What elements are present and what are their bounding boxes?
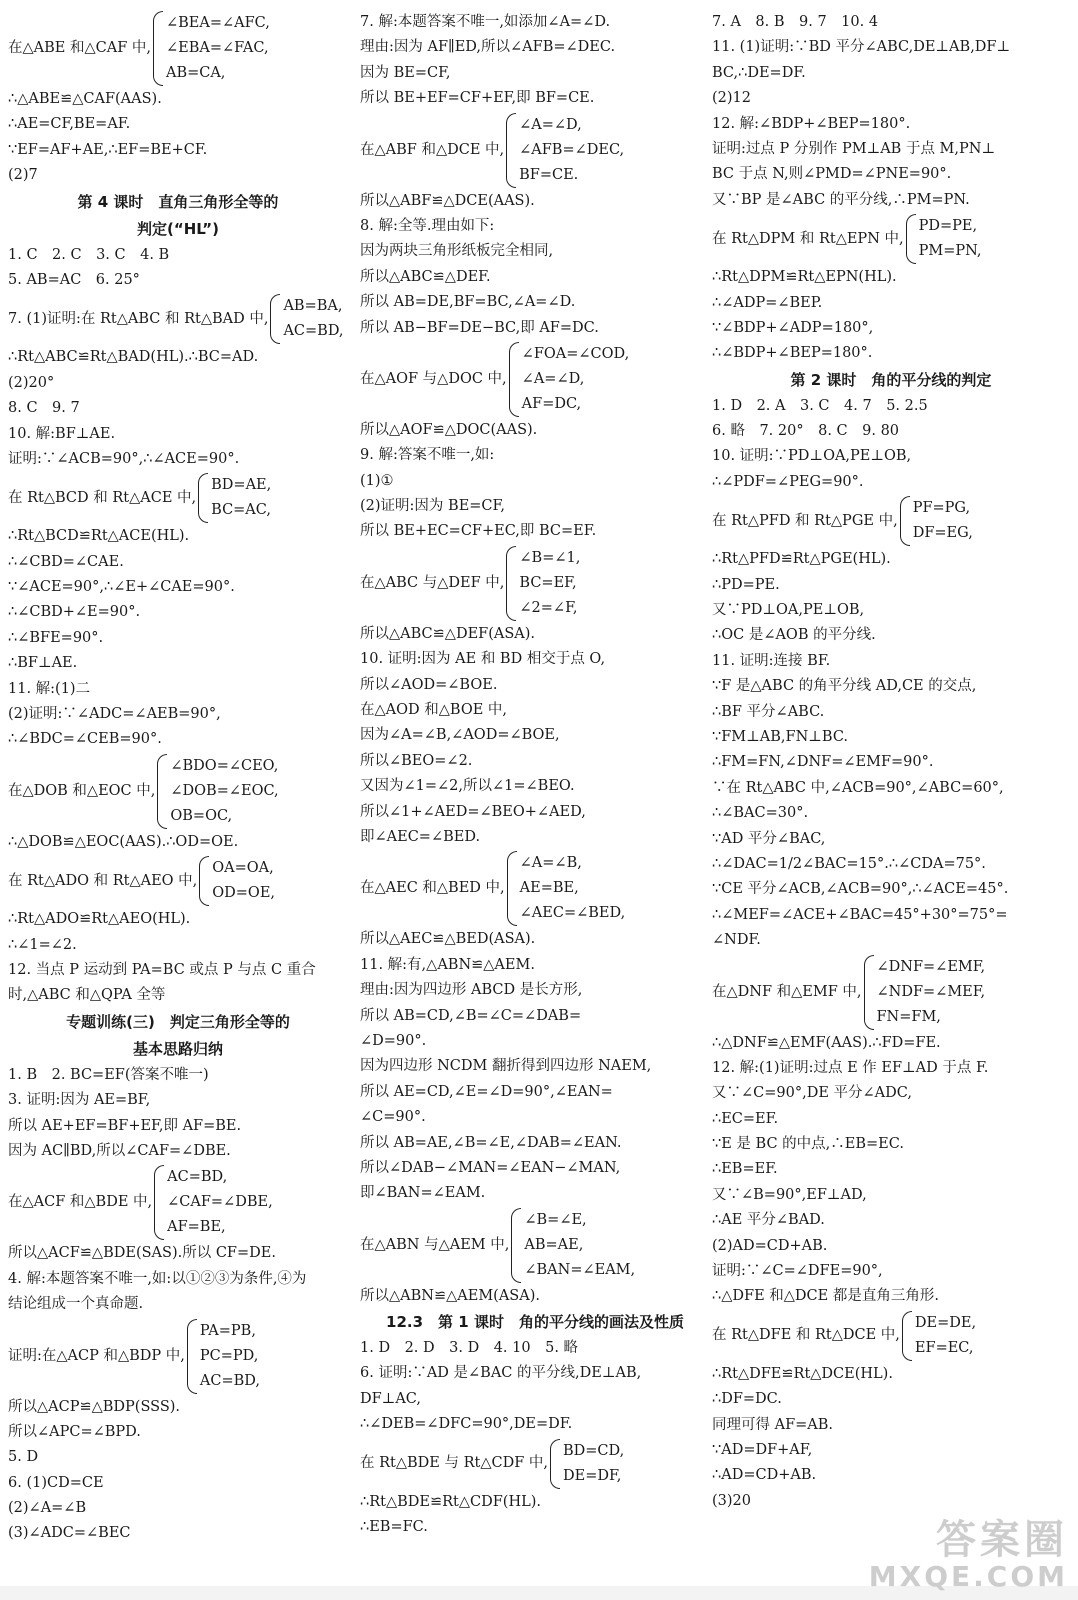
condition-item: DE=DF, <box>562 1467 622 1484</box>
left-brace <box>153 11 163 86</box>
condition-list <box>519 546 580 621</box>
answer-line: 因为∠A=∠B,∠AOD=∠BOE, <box>360 727 560 744</box>
condition-item: BD=AE, <box>211 477 272 494</box>
answer-line: 6. 证明:∵AD 是∠BAC 的平分线,DE⊥AB, <box>360 1365 642 1382</box>
answer-line: 所以△ABF≌△DCE(AAS). <box>360 192 535 209</box>
answer-line: 又∵PD⊥OA,PE⊥OB, <box>712 602 865 619</box>
condition-item: AF=DC, <box>521 395 582 412</box>
condition-list <box>170 754 278 829</box>
section-heading: 12.3 第 1 课时 角的平分线的画法及性质 <box>386 1313 684 1332</box>
condition-item: ∠B=∠1, <box>519 549 581 566</box>
answer-line: (1)① <box>360 472 394 489</box>
answer-line: 11. 解:有,△ABN≌△AEM. <box>360 956 535 973</box>
answer-line: 11. (1)证明:∵BD 平分∠ABC,DE⊥AB,DF⊥ <box>712 39 1011 56</box>
condition-system <box>8 1165 348 1240</box>
condition-lead-text: 在△ABC 与△DEF 中, <box>360 574 505 591</box>
answer-line: 1. C 2. C 3. C 4. B <box>8 246 170 263</box>
answer-line: 12. 解:∠BDP+∠BEP=180°. <box>712 115 911 132</box>
answer-line: ∴△DOB≌△EOC(AAS).∴OD=OE. <box>8 833 239 850</box>
condition-item: FN=FM, <box>876 1008 941 1025</box>
condition-system <box>360 851 710 926</box>
answer-line: ∵AD 平分∠BAC, <box>712 830 826 847</box>
answer-line: 1. D 2. A 3. C 4. 7 5. 2.5 <box>712 397 928 414</box>
left-brace <box>902 1311 912 1361</box>
condition-list <box>877 955 986 1030</box>
answer-line: ∴Rt△DFE≌Rt△DCE(HL). <box>712 1365 893 1382</box>
answer-line: (2)7 <box>8 167 38 184</box>
section-heading: 基本思路归纳 <box>132 1039 223 1058</box>
left-brace <box>550 1439 560 1489</box>
answer-line: ∴∠BDP+∠BEP=180°. <box>712 345 873 362</box>
watermark-line2: MXQE.COM <box>868 1560 1068 1593</box>
left-brace <box>864 955 874 1030</box>
answer-line: BC,∴DE=DF. <box>712 64 806 81</box>
left-brace <box>157 754 167 829</box>
condition-item: ∠DOB=∠EOC, <box>170 782 279 799</box>
left-brace <box>154 1165 164 1240</box>
condition-system <box>8 1319 348 1394</box>
answer-line: ∴Rt△PFD≌Rt△PGE(HL). <box>712 551 891 568</box>
answer-line: 所以∠APC=∠BPD. <box>8 1423 141 1440</box>
answer-line: 11. 解:(1)二 <box>8 680 91 697</box>
answer-column-2 <box>360 10 710 1540</box>
condition-item: DF=EG, <box>912 525 973 542</box>
left-brace <box>506 113 516 188</box>
condition-item: OA=OA, <box>212 860 274 877</box>
answer-line: ∵CE 平分∠ACB,∠ACB=90°,∴∠ACE=45°. <box>712 881 1009 898</box>
answer-line: (2)AD=CD+AB. <box>712 1237 828 1254</box>
condition-list <box>913 496 973 546</box>
answer-line: 1. B 2. BC=EF(答案不唯一) <box>8 1066 209 1083</box>
condition-list <box>519 113 624 188</box>
left-brace <box>906 214 916 264</box>
answer-line: 9. 解:答案不唯一,如: <box>360 447 495 464</box>
answer-line: 6. (1)CD=CE <box>8 1474 104 1491</box>
answer-line: 5. D <box>8 1449 39 1466</box>
condition-system <box>8 856 348 906</box>
condition-lead-text: 在 Rt△DPM 和 Rt△EPN 中, <box>712 230 904 247</box>
answer-line: ∵∠ACE=90°,∴∠E+∠CAE=90°. <box>8 579 235 596</box>
condition-lead-text: 在 Rt△PFD 和 Rt△PGE 中, <box>712 512 898 529</box>
condition-item: AB=BA, <box>283 298 343 315</box>
answer-line: ∴△ABE≌△CAF(AAS). <box>8 91 162 107</box>
answer-line: 所以△ACF≌△BDE(SAS).所以 CF=DE. <box>8 1245 276 1262</box>
answer-line: (2)∠A=∠B <box>8 1500 87 1517</box>
section-heading: 第 4 课时 直角三角形全等的 <box>77 192 279 211</box>
answer-line: ∴∠CBD+∠E=90°. <box>8 604 141 621</box>
condition-item: ∠2=∠F, <box>519 599 578 616</box>
answer-line: 理由:因为 AF∥ED,所以∠AFB=∠DEC. <box>360 39 616 56</box>
condition-item: ∠CAF=∠DBE, <box>167 1194 273 1211</box>
answer-line: 11. 证明:连接 BF. <box>712 652 831 669</box>
answer-line: 证明:∵∠ACB=90°,∴∠ACE=90°. <box>8 450 240 467</box>
condition-item: DE=DE, <box>914 1314 977 1331</box>
left-brace <box>506 546 516 621</box>
answer-line: ∴BF⊥AE. <box>8 655 78 672</box>
watermark-line1: 答案圈 <box>936 1517 1068 1563</box>
watermark-logo <box>869 1518 1068 1592</box>
answer-line: ∴AE 平分∠BAD. <box>712 1212 825 1229</box>
condition-item: PD=PE, <box>918 218 978 235</box>
answer-line: 所以∠DAB−∠MAN=∠EAN−∠MAN, <box>360 1159 621 1176</box>
answer-line: 因为两块三角形纸板完全相同, <box>360 243 554 260</box>
condition-item: ∠A=∠D, <box>519 116 582 133</box>
answer-line: ∴Rt△BCD≌Rt△ACE(HL). <box>8 528 190 545</box>
condition-list <box>919 214 982 264</box>
answer-line: 7. A 8. B 9. 7 10. 4 <box>712 14 879 30</box>
answer-line: 所以△ABC≌△DEF. <box>360 268 491 285</box>
condition-system <box>360 113 710 188</box>
answer-line: 所以∠AOD=∠BOE. <box>360 676 498 693</box>
answer-line: ∴AE=CF,BE=AF. <box>8 116 131 133</box>
answer-line: (2)12 <box>712 90 751 107</box>
condition-item: OB=OC, <box>170 807 233 824</box>
condition-item: ∠BEA=∠AFC, <box>165 15 270 31</box>
answer-line: 证明:过点 P 分别作 PM⊥AB 于点 M,PN⊥ <box>712 140 996 157</box>
answer-line: DF⊥AC, <box>360 1390 421 1407</box>
condition-item: AF=BE, <box>167 1219 226 1236</box>
condition-item: ∠DNF=∠EMF, <box>876 958 986 975</box>
answer-line: ∴BF 平分∠ABC. <box>712 703 825 720</box>
answer-line: 5. AB=AC 6. 25° <box>8 271 140 288</box>
condition-lead-text: 在 Rt△ADO 和 Rt△AEO 中, <box>8 872 198 889</box>
condition-item: PA=PB, <box>199 1322 256 1339</box>
condition-item: AE=BE, <box>519 880 579 897</box>
condition-lead-text: 在△ACF 和△BDE 中, <box>8 1194 153 1211</box>
answer-line: 3. 证明:因为 AE=BF, <box>8 1092 151 1109</box>
condition-item: ∠EBA=∠FAC, <box>165 40 269 56</box>
condition-lead-text: 在 Rt△DFE 和 Rt△DCE 中, <box>712 1327 900 1344</box>
condition-item: ∠BDO=∠CEO, <box>170 757 279 774</box>
section-heading: 判定(“HL”) <box>137 219 219 238</box>
answer-line: 所以△ACP≌△BDP(SSS). <box>8 1398 181 1415</box>
answer-line: 所以 AE+EF=BF+EF,即 AF=BE. <box>8 1117 242 1134</box>
answer-line: ∴AD=CD+AB. <box>712 1467 817 1484</box>
answer-line: ∠C=90°. <box>360 1109 426 1126</box>
condition-lead-text: 在 Rt△BDE 与 Rt△CDF 中, <box>360 1455 548 1472</box>
answer-line: ∴∠ADP=∠BEP. <box>712 294 823 311</box>
answer-line: ∵E 是 BC 的中点,∴EB=EC. <box>712 1136 904 1153</box>
answer-line: 理由:因为四边形 ABCD 是长方形, <box>360 982 583 999</box>
answer-line: 结论组成一个真命题. <box>8 1296 144 1313</box>
answer-line: ∵F 是△ABC 的角平分线 AD,CE 的交点, <box>712 678 977 695</box>
section-heading: 专题训练(三) 判定三角形全等的 <box>66 1012 290 1031</box>
answer-line: 证明:∵∠C=∠DFE=90°, <box>712 1263 883 1280</box>
answer-line: 7. 解:本题答案不唯一,如添加∠A=∠D. <box>360 14 611 30</box>
answer-line: ∴DF=DC. <box>712 1391 782 1408</box>
condition-list <box>520 851 626 926</box>
answer-line: 因为四边形 NCDM 翻折得到四边形 NAEM, <box>360 1058 652 1075</box>
answer-line: ∴△DNF≌△EMF(AAS).∴FD=FE. <box>712 1034 941 1051</box>
answer-line: 1. D 2. D 3. D 4. 10 5. 略 <box>360 1340 579 1357</box>
condition-item: OD=OE, <box>212 885 276 902</box>
answer-line: 所以∠BEO=∠2. <box>360 752 473 769</box>
condition-item: AB=AE, <box>524 1236 584 1253</box>
condition-lead-text: 在△ABF 和△DCE 中, <box>360 141 505 158</box>
answer-line: 所以∠1+∠AED=∠BEO+∠AED, <box>360 803 586 820</box>
condition-item: ∠BAN=∠EAM, <box>524 1261 636 1278</box>
answer-line: 又∵∠B=90°,EF⊥AD, <box>712 1186 867 1203</box>
condition-item: ∠NDF=∠MEF, <box>876 983 986 1000</box>
answer-line: 6. 略 7. 20° 8. C 9. 80 <box>712 423 900 440</box>
condition-item: PF=PG, <box>912 500 971 517</box>
answer-column-3 <box>712 10 1070 1514</box>
condition-item: AC=BD, <box>283 323 344 340</box>
condition-system <box>712 496 1070 546</box>
answer-line: ∠NDF. <box>712 932 761 949</box>
condition-item: AB=CA, <box>165 65 226 81</box>
answer-line: 所以△AEC≌△BED(ASA). <box>360 931 536 948</box>
answer-line: ∴∠PDF=∠PEG=90°. <box>712 473 864 490</box>
left-brace <box>187 1319 197 1394</box>
answer-line: ∵FM⊥AB,FN⊥BC. <box>712 728 849 745</box>
answer-column-1 <box>8 10 348 1547</box>
condition-list <box>522 342 630 417</box>
condition-item: AC=BD, <box>167 1169 228 1186</box>
answer-line: 所以 AB=CD,∠B=∠C=∠DAB= <box>360 1007 582 1024</box>
answer-line: ∴∠BFE=90°. <box>8 629 104 646</box>
condition-item: ∠A=∠D, <box>521 370 585 387</box>
answer-line: 所以 AB−BF=DE−BC,即 AF=DC. <box>360 319 599 336</box>
answer-line: 所以△ABN≌△AEM(ASA). <box>360 1287 540 1304</box>
answer-line: 10. 证明:∵PD⊥OA,PE⊥OB, <box>712 448 912 465</box>
answer-line: (3)∠ADC=∠BEC <box>8 1525 131 1542</box>
section-heading: 第 2 课时 角的平分线的判定 <box>790 370 992 389</box>
answer-line: BC 于点 N,则∠PMD=∠PNE=90°. <box>712 166 952 183</box>
condition-system <box>8 11 348 86</box>
condition-lead-text: 证明:在△ACP 和△BDP 中, <box>8 1347 185 1364</box>
answer-line: 又∵∠C=90°,DE 平分∠ADC, <box>712 1085 912 1102</box>
condition-system <box>360 342 710 417</box>
answer-line: 所以 BE+EC=CF+EC,即 BC=EF. <box>360 523 597 540</box>
answer-line: ∴EB=EF. <box>712 1161 778 1178</box>
answer-line: 8. 解:全等.理由如下: <box>360 217 495 234</box>
answer-line: 因为 AC∥BD,所以∠CAF=∠DBE. <box>8 1142 231 1159</box>
answer-line: ∴∠MEF=∠ACE+∠BAC=45°+30°=75°= <box>712 906 1008 923</box>
answer-line: 12. 当点 P 运动到 PA=BC 或点 P 与点 C 重合 <box>8 961 316 978</box>
condition-system <box>8 754 348 829</box>
answer-line: ∴OC 是∠AOB 的平分线. <box>712 627 876 644</box>
answer-line: ∴△DFE 和△DCE 都是直角三角形. <box>712 1288 939 1305</box>
condition-list <box>211 473 271 523</box>
condition-lead-text: 在△AEC 和△BED 中, <box>360 880 505 897</box>
condition-list <box>524 1208 635 1283</box>
condition-item: EF=EC, <box>914 1339 974 1356</box>
answer-line: (3)20 <box>712 1492 751 1509</box>
answer-line: ∵∠BDP+∠ADP=180°, <box>712 319 874 336</box>
answer-line: ∴Rt△ABC≌Rt△BAD(HL).∴BC=AD. <box>8 349 259 366</box>
answer-line: ∴∠DEB=∠DFC=90°,DE=DF. <box>360 1416 573 1433</box>
answer-line: ∴EB=FC. <box>360 1519 428 1536</box>
answer-line: 同理可得 AF=AB. <box>712 1416 834 1433</box>
condition-system <box>8 473 348 523</box>
answer-line: 所以 BE+EF=CF+EF,即 BF=CE. <box>360 90 595 107</box>
condition-item: AC=BD, <box>199 1372 260 1389</box>
answer-line: 即∠AEC=∠BED. <box>360 828 481 845</box>
condition-lead-text: 在△DOB 和△EOC 中, <box>8 782 156 799</box>
condition-item: ∠A=∠B, <box>519 855 582 872</box>
answer-line: ∴EC=EF. <box>712 1110 779 1127</box>
condition-item: BD=CD, <box>562 1442 625 1459</box>
answer-line: 12. 解:(1)证明:过点 E 作 EF⊥AD 于点 F. <box>712 1059 989 1076</box>
condition-lead-text: 在△DNF 和△EMF 中, <box>712 983 862 1000</box>
condition-system <box>360 1439 710 1489</box>
condition-system <box>712 955 1070 1030</box>
answer-line: ∵AD=DF+AF, <box>712 1441 813 1458</box>
condition-lead-text: 在 Rt△BCD 和 Rt△ACE 中, <box>8 489 197 506</box>
left-brace <box>270 294 280 344</box>
left-brace <box>507 851 517 926</box>
condition-item: ∠AFB=∠DEC, <box>519 141 625 158</box>
left-brace <box>900 496 910 546</box>
answer-line: ∴Rt△BDE≌Rt△CDF(HL). <box>360 1493 542 1510</box>
condition-list <box>915 1311 976 1361</box>
answer-line: 所以 AB=AE,∠B=∠E,∠DAB=∠EAN. <box>360 1134 622 1151</box>
answer-line: 10. 证明:因为 AE 和 BD 相交于点 O, <box>360 651 606 668</box>
condition-system <box>360 546 710 621</box>
answer-line: 又因为∠1=∠2,所以∠1=∠BEO. <box>360 778 575 795</box>
condition-item: ∠FOA=∠COD, <box>521 345 630 362</box>
answer-line: (2)20° <box>8 374 55 391</box>
answer-line: ∵在 Rt△ABC 中,∠ACB=90°,∠ABC=60°, <box>712 779 1004 796</box>
condition-system <box>712 214 1070 264</box>
condition-lead-text: 在△AOF 与△DOC 中, <box>360 370 507 387</box>
condition-system <box>712 1311 1070 1361</box>
answer-line: 所以 AE=CD,∠E=∠D=90°,∠EAN= <box>360 1083 613 1100</box>
condition-item: PC=PD, <box>199 1347 259 1364</box>
answer-line: ∴∠1=∠2. <box>8 936 77 953</box>
condition-item: BF=CE. <box>519 166 579 183</box>
answer-line: (2)证明:∵∠ADC=∠AEB=90°, <box>8 706 221 723</box>
condition-list <box>283 294 343 344</box>
answer-line: ∠D=90°. <box>360 1032 427 1049</box>
condition-item: BC=AC, <box>211 502 271 519</box>
condition-list <box>166 11 270 86</box>
left-brace <box>198 473 208 523</box>
answer-line: ∴∠BAC=30°. <box>712 805 809 822</box>
condition-list <box>200 1319 260 1394</box>
answer-line: 即∠BAN=∠EAM. <box>360 1185 486 1202</box>
answer-line: ∴FM=FN,∠DNF=∠EMF=90°. <box>712 754 934 771</box>
left-brace <box>511 1208 521 1283</box>
answer-line: 10. 解:BF⊥AE. <box>8 425 116 442</box>
condition-item: ∠B=∠E, <box>524 1211 587 1228</box>
condition-item: PM=PN, <box>918 243 982 260</box>
answer-line: 在△AOD 和△BOE 中, <box>360 702 508 719</box>
answer-line: (2)证明:因为 BE=CF, <box>360 498 505 515</box>
condition-item: BC=EF, <box>519 574 577 591</box>
condition-lead-text: 在△ABN 与△AEM 中, <box>360 1236 510 1253</box>
answer-line: 所以△AOF≌△DOC(AAS). <box>360 421 538 438</box>
answer-line: ∵EF=AF+AE,∴EF=BE+CF. <box>8 141 208 158</box>
condition-list <box>167 1165 273 1240</box>
answer-line: 所以△ABC≌△DEF(ASA). <box>360 625 536 642</box>
condition-system <box>8 294 348 344</box>
answer-line: ∴PD=PE. <box>712 576 780 593</box>
answer-line: ∴∠DAC=1/2∠BAC=15°.∴∠CDA=75°. <box>712 855 986 872</box>
left-brace <box>199 856 209 906</box>
condition-list <box>563 1439 624 1489</box>
answer-line: ∴Rt△DPM≌Rt△EPN(HL). <box>712 269 897 286</box>
answer-line: ∴Rt△ADO≌Rt△AEO(HL). <box>8 911 191 928</box>
left-brace <box>509 342 519 417</box>
condition-item: ∠AEC=∠BED, <box>519 905 626 922</box>
answer-line: 4. 解:本题答案不唯一,如:以①②③为条件,④为 <box>8 1270 307 1287</box>
answer-line: ∴∠CBD=∠CAE. <box>8 553 124 570</box>
condition-list <box>212 856 275 906</box>
answer-line: 因为 BE=CF, <box>360 64 451 81</box>
condition-lead-text: 在△ABE 和△CAF 中, <box>8 40 151 56</box>
answer-line: 所以 AB=DE,BF=BC,∠A=∠D. <box>360 294 576 311</box>
answer-line: 时,△ABC 和△QPA 全等 <box>8 987 166 1004</box>
condition-system <box>360 1208 710 1283</box>
answer-line: 8. C 9. 7 <box>8 400 80 417</box>
answer-line: 又∵BP 是∠ABC 的平分线,∴PM=PN. <box>712 191 970 208</box>
condition-lead-text: 7. (1)证明:在 Rt△ABC 和 Rt△BAD 中, <box>8 310 269 327</box>
answer-line: ∴∠BDC=∠CEB=90°. <box>8 731 162 748</box>
